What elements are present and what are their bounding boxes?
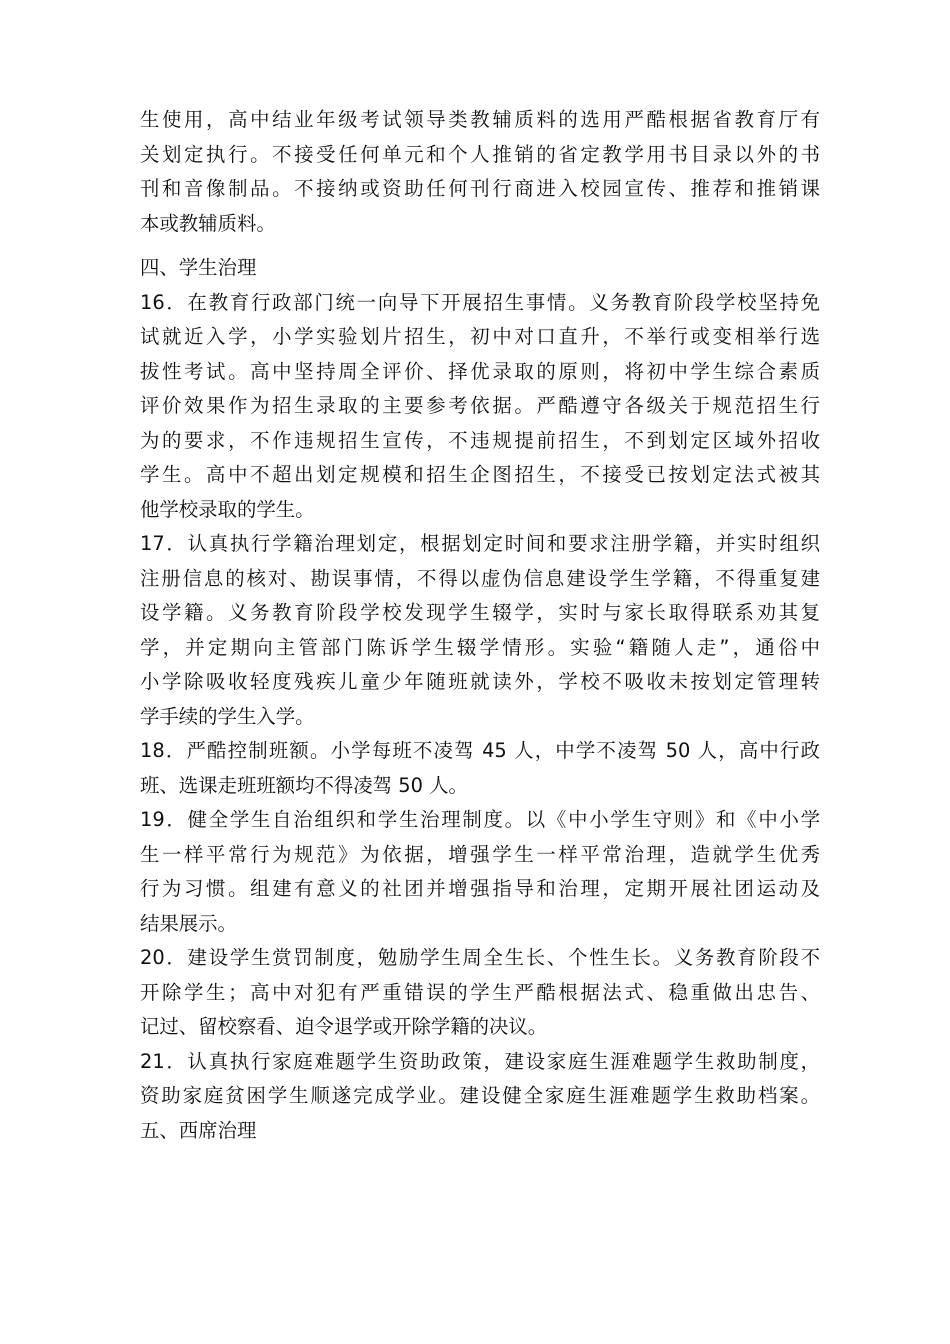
- text-line: 行为习惯。组建有意义的社团并增强指导和治理，定期开展社团运动及: [140, 877, 820, 900]
- text-line: 拔性考试。高中坚持周全评价、择优录取的原则，将初中学生综合素质: [140, 359, 820, 383]
- section-heading-student-management: [140, 251, 820, 286]
- section-heading-teacher-management: [140, 1114, 820, 1149]
- text-line: 设学籍。义务教育阶段学校发现学生辍学，实时与家长取得联系劝其复: [140, 601, 820, 624]
- text-line: 刊和音像制品。不接纳或资助任何刊行商进入校园宣传、推荐和推销课: [140, 177, 820, 200]
- text-line: 结果展示。: [140, 911, 237, 935]
- paragraph-item-19: [140, 803, 820, 941]
- text-line: 生使用，高中结业年级考试领导类教辅质料的选用严酷根据省教育厅有: [140, 108, 820, 131]
- text-line: 学生。高中不超出划定规模和招生企图招生，不接受已按划定法式被其: [140, 463, 820, 486]
- text-line: 学手续的学生入学。: [140, 704, 315, 728]
- text-line: 班、选课走班班额均不得凌驾 50 人。: [140, 773, 468, 797]
- text-line: 本或教辅质料。: [140, 211, 276, 235]
- paragraph-item-17: [140, 527, 820, 734]
- text-line: 试就近入学，小学实验划片招生，初中对口直升，不举行或变相举行选: [140, 325, 820, 348]
- text-line: 20．建设学生赏罚制度，勉励学生周全生长、个性生长。义务教育阶段不: [140, 946, 820, 969]
- text-line: 开除学生；高中对犯有严重错误的学生严酷根据法式、稳重做出忠告、: [140, 980, 820, 1004]
- document-body: [140, 103, 820, 1148]
- text-line: 评价效果作为招生录取的主要参考依据。严酷遵守各级关于规范招生行: [140, 394, 820, 417]
- text-line: 生一样平常行为规范》为依据，增强学生一样平常治理，造就学生优秀: [140, 842, 820, 866]
- text-line: 注册信息的核对、勘误事情，不得以虚伪信息建设学生学籍，不得重复建: [140, 566, 820, 590]
- text-line: 他学校录取的学生。: [140, 497, 315, 521]
- paragraph-item-21: [140, 1045, 820, 1114]
- text-line: 资助家庭贫困学生顺遂完成学业。建设健全家庭生涯难题学生救助档案。: [140, 1084, 820, 1107]
- heading-text: 五、西席治理: [140, 1118, 257, 1142]
- paragraph-textbook-selection: [140, 103, 820, 241]
- paragraph-item-18: [140, 734, 820, 803]
- text-line: 19．健全学生自治组织和学生治理制度。以《中小学生守则》和《中小学: [140, 808, 820, 831]
- paragraph-item-20: [140, 941, 820, 1045]
- text-line: 21．认真执行家庭难题学生资助政策，建设家庭生涯难题学生救助制度，: [140, 1049, 820, 1073]
- heading-text: 四、学生治理: [140, 256, 257, 279]
- text-line: 小学除吸收轻度残疾儿童少年随班就读外，学校不吸收未按划定管理转: [140, 670, 820, 693]
- text-line: 为的要求，不作违规招生宣传，不违规提前招生，不到划定区域外招收: [140, 428, 820, 452]
- text-line: 记过、留校察看、迫令退学或开除学籍的决议。: [140, 1015, 548, 1038]
- text-line: 16．在教育行政部门统一向导下开展招生事情。义务教育阶段学校坚持免: [140, 290, 820, 314]
- text-line: 关划定执行。不接受任何单元和个人推销的省定教学用书目录以外的书: [140, 142, 820, 166]
- text-line: 学，并定期向主管部门陈诉学生辍学情形。实验“籍随人走”，通俗中: [140, 635, 820, 659]
- text-line: 17．认真执行学籍治理划定，根据划定时间和要求注册学籍，并实时组织: [140, 532, 820, 555]
- text-line: 18．严酷控制班额。小学每班不凌驾 45 人，中学不凌驾 50 人，高中行政: [140, 739, 820, 762]
- paragraph-item-16: [140, 286, 820, 528]
